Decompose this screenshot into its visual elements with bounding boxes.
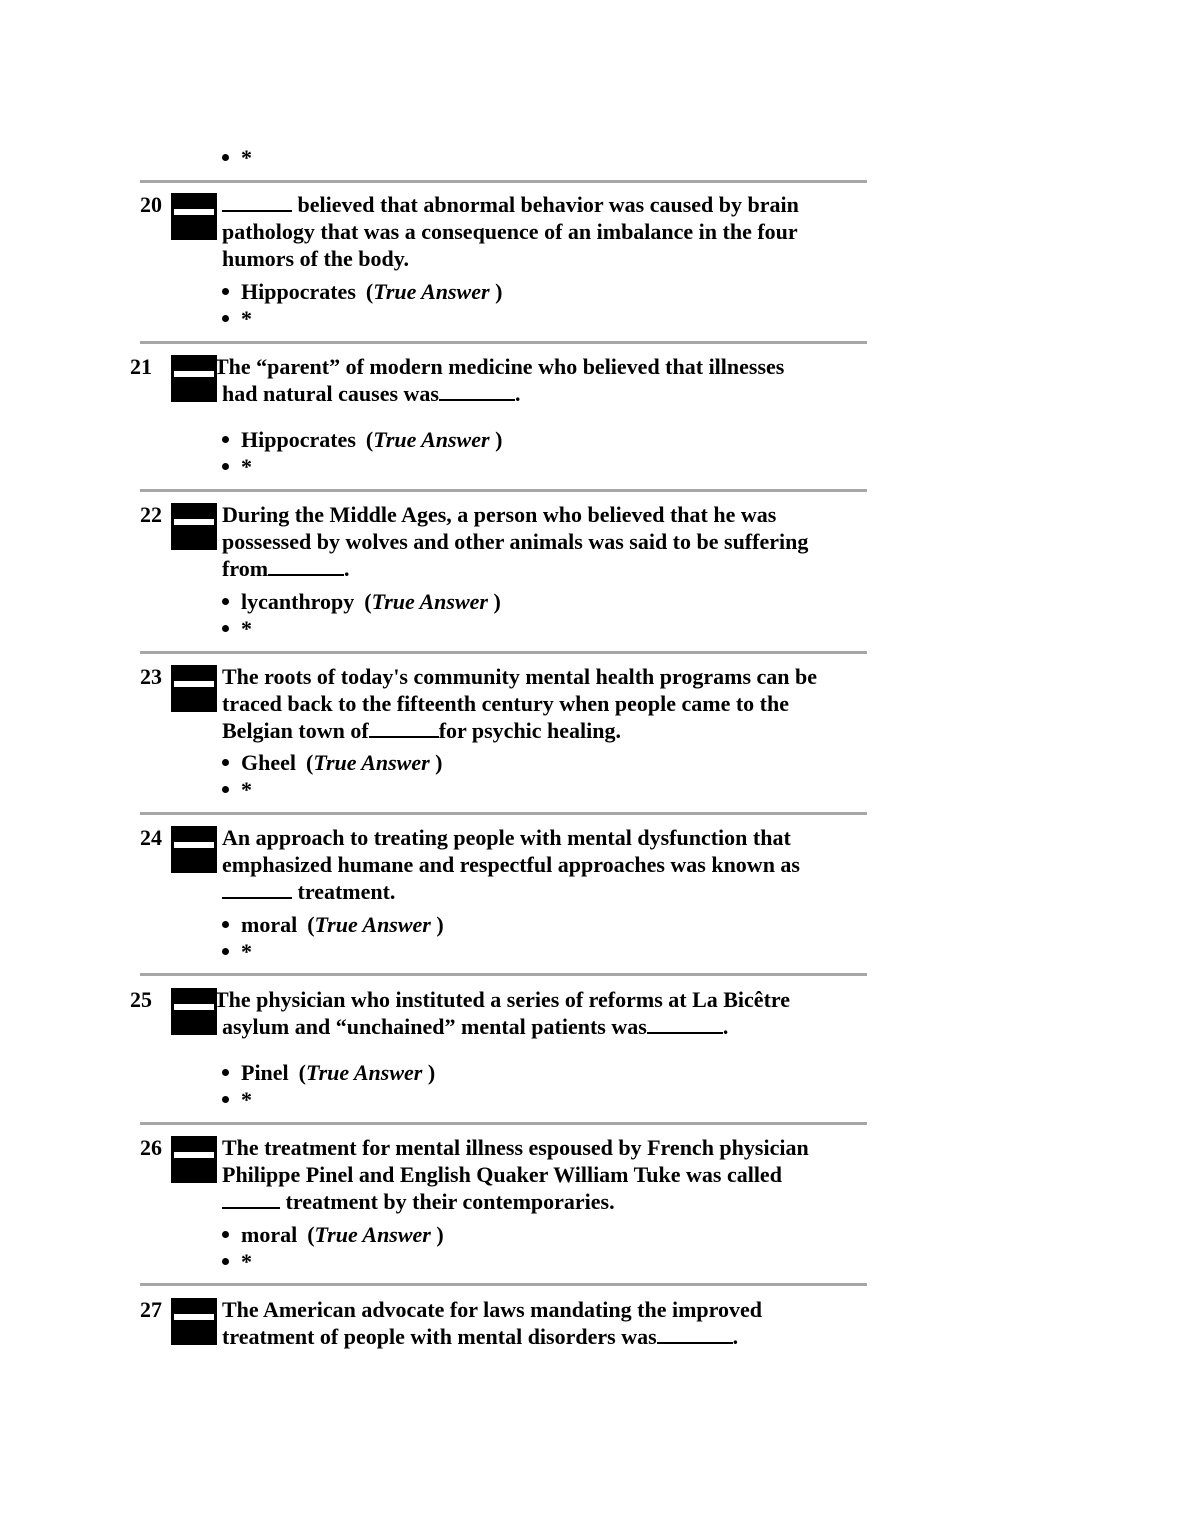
divider xyxy=(140,973,867,976)
question-text: The physician who instituted a series of reforms at La Bicêtre asylum and “unchained” mental patients was . xyxy=(214,987,791,1039)
answer-blank xyxy=(647,1014,723,1034)
bullet-icon xyxy=(222,1069,229,1076)
question-text: The roots of today's community mental health programs can be traced back to the fifteenth century when people came to the Belgian town of for psychic healing. xyxy=(222,664,818,743)
answer-option: * xyxy=(222,1248,252,1275)
bullet-icon xyxy=(222,598,229,605)
answer-option: * xyxy=(222,776,252,803)
answer-blank xyxy=(439,381,515,401)
answer-blank xyxy=(657,1324,733,1344)
question-number: 23 xyxy=(140,664,162,689)
answer-option: * xyxy=(222,305,252,332)
question-text: The “parent” of modern medicine who believed that illnesses had natural causes was . xyxy=(214,354,785,406)
bullet-icon xyxy=(222,315,229,322)
divider xyxy=(140,651,867,654)
bullet-icon xyxy=(222,786,229,793)
collapse-icon[interactable] xyxy=(171,665,217,712)
question-number: 22 xyxy=(140,502,162,527)
answer-option: Hippocrates (True Answer ) xyxy=(222,426,502,453)
question-number: 26 xyxy=(140,1135,162,1160)
answer-blank xyxy=(369,718,439,738)
collapse-icon[interactable] xyxy=(171,1136,217,1183)
collapse-icon[interactable] xyxy=(171,503,217,550)
bullet-icon xyxy=(222,759,229,766)
bullet-icon xyxy=(222,1258,229,1265)
collapse-icon[interactable] xyxy=(171,355,217,402)
question-text: The American advocate for laws mandating the improved treatment of people with mental disorders was . xyxy=(222,1297,762,1349)
collapse-icon[interactable] xyxy=(171,988,217,1035)
bullet-icon xyxy=(222,948,229,955)
divider xyxy=(140,1122,867,1125)
collapse-icon[interactable] xyxy=(171,193,217,240)
question-number: 27 xyxy=(140,1297,162,1322)
bullet-icon xyxy=(222,921,229,928)
answer-option: Pinel (True Answer ) xyxy=(222,1059,435,1086)
answer-option: * xyxy=(222,938,252,965)
option-star: * xyxy=(241,145,252,170)
answer-blank xyxy=(222,1189,280,1209)
bullet-icon xyxy=(222,625,229,632)
bullet-icon xyxy=(222,436,229,443)
answer-blank xyxy=(268,556,344,576)
list-item xyxy=(222,144,252,171)
answer-option: moral (True Answer ) xyxy=(222,911,444,938)
answer-option: lycanthropy (True Answer ) xyxy=(222,588,501,615)
bullet-icon xyxy=(222,288,229,295)
collapse-icon[interactable] xyxy=(171,1298,217,1345)
question-number: 24 xyxy=(140,825,162,850)
answer-option: Hippocrates (True Answer ) xyxy=(222,278,502,305)
bullet-icon xyxy=(222,1231,229,1238)
question-number: 21 xyxy=(130,354,152,379)
answer-blank xyxy=(222,192,292,212)
collapse-icon[interactable] xyxy=(171,826,217,873)
question-number: 25 xyxy=(130,987,152,1012)
bullet-icon xyxy=(222,1096,229,1103)
divider xyxy=(140,1283,867,1286)
divider xyxy=(140,341,867,344)
question-text: During the Middle Ages, a person who believed that he was possessed by wolves and other animals was said to be suffering from . xyxy=(222,502,809,581)
question-text: An approach to treating people with mental dysfunction that emphasized humane and respectful approaches was known as treatment. xyxy=(222,825,800,904)
answer-option: Gheel (True Answer ) xyxy=(222,749,443,776)
answer-option: moral (True Answer ) xyxy=(222,1221,444,1248)
answer-option: * xyxy=(222,453,252,480)
answer-blank xyxy=(222,879,292,899)
bullet-icon xyxy=(222,463,229,470)
divider xyxy=(140,812,867,815)
divider xyxy=(140,489,867,492)
question-text: believed that abnormal behavior was caused by brain pathology that was a consequence of an imbalance in the four humors of the body. xyxy=(222,192,799,271)
question-number: 20 xyxy=(140,192,162,217)
answer-option: * xyxy=(222,615,252,642)
answer-option: * xyxy=(222,1086,252,1113)
bullet-icon xyxy=(222,154,229,161)
question-text: The treatment for mental illness espoused by French physician Philippe Pinel and English Quaker William Tuke was called treatment by their contemporaries. xyxy=(222,1135,809,1214)
divider xyxy=(140,180,867,183)
